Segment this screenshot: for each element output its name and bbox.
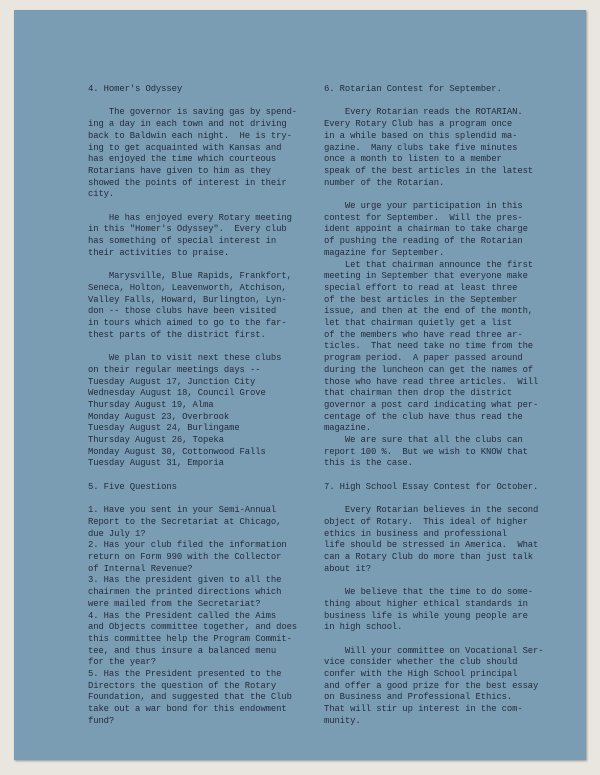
question-1: 1. Have you sent in your Semi-Annual Report to the Secretariat at Chicago, due July 1? bbox=[88, 505, 282, 539]
section-4-heading: 4. Homer's Odyssey bbox=[88, 84, 183, 94]
section-6-paragraph-3: Let that chairman announce the first meeting in September that everyone make special effort to read at least three of the best articles in the September issue, and then at the end of the month, let that chairman quietly get a list of the members who have read three ar- ticles. That need take no time from the program period. A paper passed around during the luncheon can get the names of those who have read three articles. Will that chairman then drop the district governor a post card indicating what per- centage of the club have thus read the magazine. bbox=[324, 259, 539, 434]
section-6-paragraph-4: We are sure that all the clubs can report 100 %. But we wish to KNOW that this is the case. bbox=[324, 435, 528, 469]
question-2: 2. Has your club filed the information return on Form 990 with the Collector of Internal Revenue? bbox=[88, 540, 287, 574]
schedule-item: Monday August 23, Overbrook bbox=[88, 411, 230, 422]
section-6-paragraph-2: We urge your participation in this contest for September. Will the pres- ident appoint a chairman to take charge of pushing the reading of the Rotarian magazine for September. bbox=[324, 201, 528, 258]
section-4-paragraph-3: Marysville, Blue Rapids, Frankfort, Seneca, Holton, Leavenworth, Atchison, Valley Falls, Howard, Burlington, Lyn- don -- those clubs have been visited in tours which aimed to go to the far- thest parts of the district first. bbox=[88, 271, 292, 340]
schedule-item: Wednesday August 18, Council Grove bbox=[88, 388, 266, 399]
section-7-paragraph-2: We believe that the time to do some- thing about higher ethical standards in business life is while young people are in high school. bbox=[324, 587, 534, 633]
schedule-item: Tuesday August 17, Junction City bbox=[88, 376, 256, 387]
section-6-heading: 6. Rotarian Contest for September. bbox=[324, 84, 502, 94]
question-4: 4. Has the President called the Aims and Objects committee together, and does this committee help the Program Commit- tee, and thus insure a balanced menu for the year? bbox=[88, 610, 298, 668]
section-7-paragraph-1: Every Rotarian believes in the second object of Rotary. This ideal of higher ethics in business and professional life should be stressed in America. What can a Rotary Club do more than just talk about it? bbox=[324, 505, 539, 574]
schedule-item: Tuesday August 24, Burlingame bbox=[88, 423, 240, 434]
schedule-item: Monday August 30, Cottonwood Falls bbox=[88, 446, 266, 457]
right-column bbox=[324, 84, 586, 728]
typed-page bbox=[14, 10, 586, 760]
section-4-paragraph-4: We plan to visit next these clubs on their regular meetings days -- bbox=[88, 353, 282, 375]
schedule-item: Tuesday August 31, Emporia bbox=[88, 458, 224, 469]
schedule-item: Thursday August 19, Alma bbox=[88, 399, 214, 410]
question-5: 5. Has the President presented to the Directors the question of the Rotary Foundation, and suggested that the Club take out a war bond for this endowment fund? bbox=[88, 669, 292, 726]
section-4-paragraph-2: He has enjoyed every Rotary meeting in this "Homer's Odyssey". Every club has something of special interest in their activities to praise. bbox=[88, 212, 292, 258]
question-3: 3. Has the president given to all the chairmen the printed directions which were mailed from the Secretariat? bbox=[88, 575, 282, 609]
schedule-item: Thursday August 26, Topeka bbox=[88, 435, 224, 446]
section-7-heading: 7. High School Essay Contest for October. bbox=[324, 481, 539, 492]
left-column bbox=[88, 84, 314, 728]
section-7-paragraph-3: Will your committee on Vocational Ser- vice consider whether the club should confer with the High School principal and offer a good prize for the best essay on Business and Professional Ethics. That will stir up interest in the com- munity. bbox=[324, 645, 544, 726]
section-4-paragraph-1: The governor is saving gas by spend- ing a day in each town and not driving back to Baldwin each night. He is try- ing to get acquainted with Kansas and has enjoyed the time which courteous Rotarians have given to him as they showed the points of interest in their city. bbox=[88, 107, 298, 200]
section-5-heading: 5. Five Questions bbox=[88, 481, 177, 492]
visit-schedule bbox=[88, 377, 314, 471]
section-6-paragraph-1: Every Rotarian reads the ROTARIAN. Every Rotary Club has a program once in a while based on this splendid ma- gazine. Many clubs take five minutes once a month to listen to a member speak of the best articles in the latest number of the Rotarian. bbox=[324, 107, 534, 188]
